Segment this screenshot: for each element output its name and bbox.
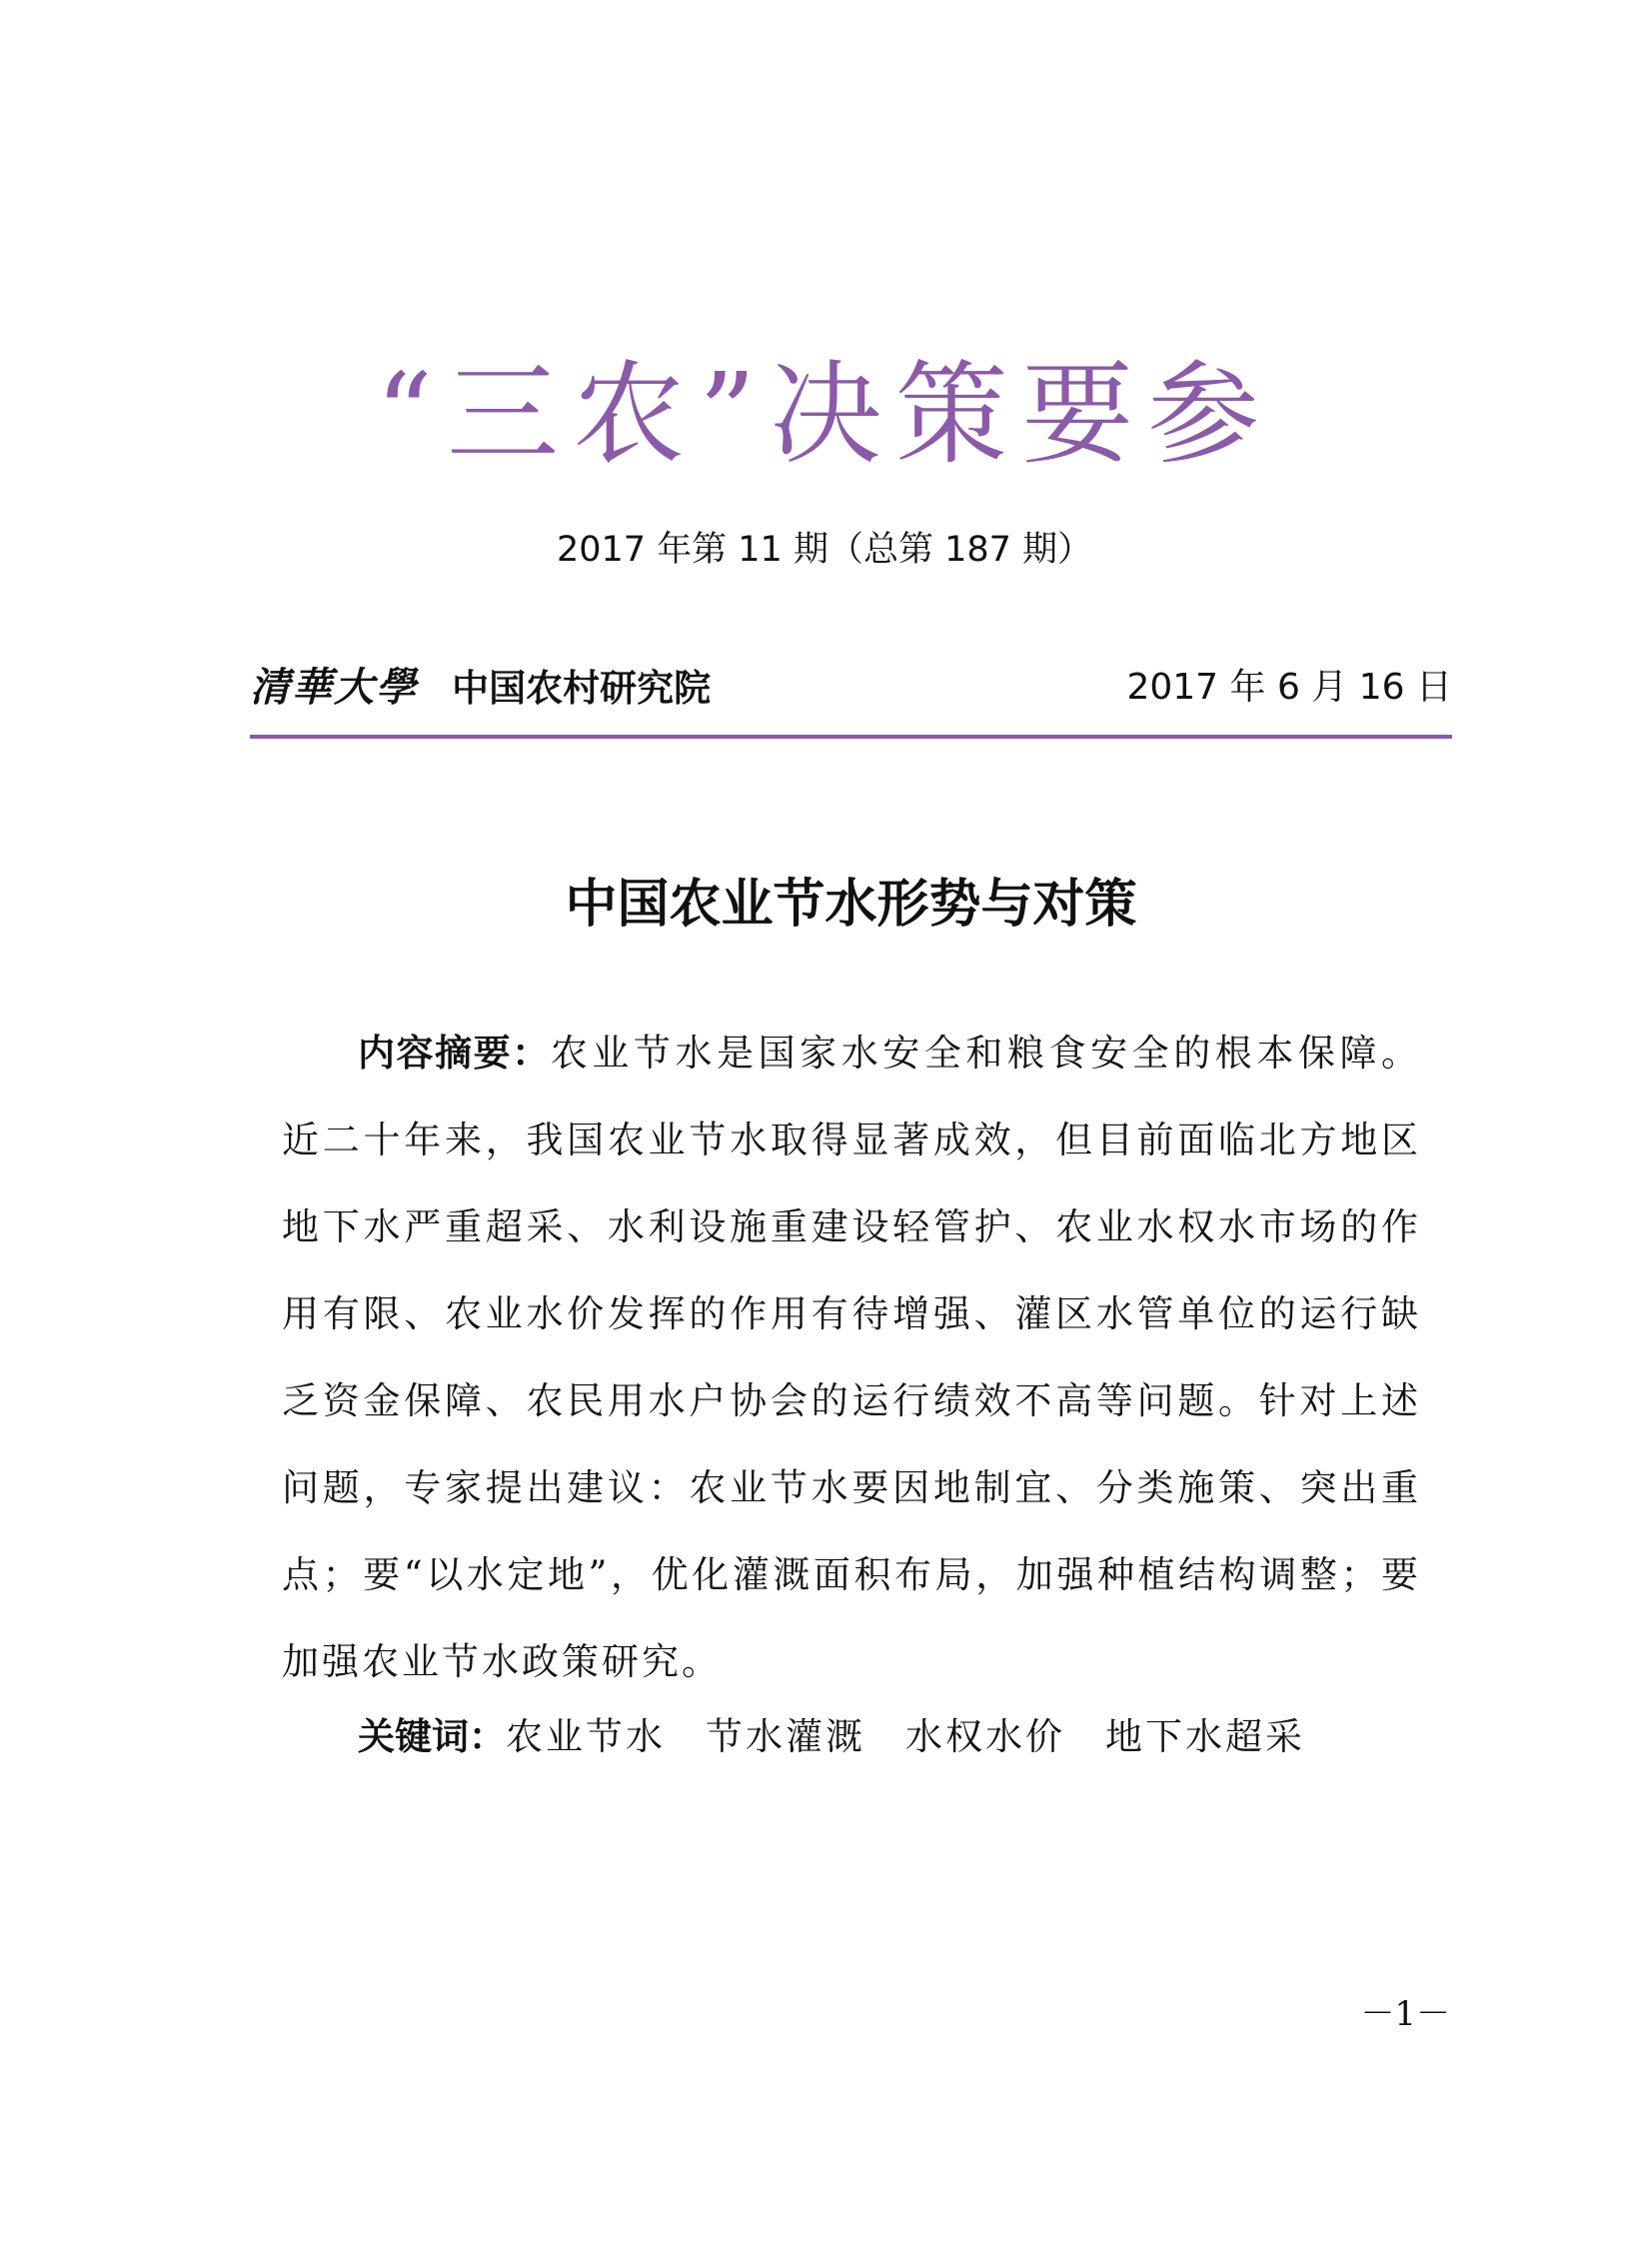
abstract-label: 内容摘要：: [358, 1032, 551, 1075]
keyword: 农业节水: [506, 1715, 666, 1758]
abstract-text: 农业节水是国家水安全和粮食安全的根本保障。近二十年来，我国农业节水取得显著成效，但目前面临北方地区地下水严重超采、水利设施重建设轻管护、农业水权水市场的作用有限、农业水价发挥的作用有待增强、灌区水管单位的运行缺乏资金保障、农民用水户协会的运行绩效不高等问题。针对上述问题，专家提出建议：农业节水要因地制宜、分类施策、突出重点；要“以水定地”，优化灌溉面积布局，加强种植结构调整；要加强农业节水政策研究。: [282, 1032, 1422, 1683]
publisher: [250, 660, 711, 716]
keyword: 节水灌溉: [706, 1715, 865, 1758]
page-number: －1－: [1360, 1994, 1450, 2034]
issue-number: 2017 年第 11 期（总第 187 期）: [556, 530, 1093, 570]
article-title: 中国农业节水形势与对策: [565, 874, 1137, 935]
keywords-label: 关键词：: [358, 1715, 506, 1758]
institute-name: 中国农村研究院: [452, 666, 712, 710]
university-logo: 清華大學: [250, 664, 418, 711]
keyword: 地下水超采: [1105, 1715, 1305, 1758]
header-divider: [250, 735, 1452, 739]
keywords: [358, 1707, 1345, 1767]
abstract: [282, 1010, 1421, 1705]
masthead-title: “三农”决策要参: [375, 350, 1274, 480]
keyword: 水权水价: [905, 1715, 1065, 1758]
publication-date: 2017 年 6 月 16 日: [1126, 667, 1452, 708]
